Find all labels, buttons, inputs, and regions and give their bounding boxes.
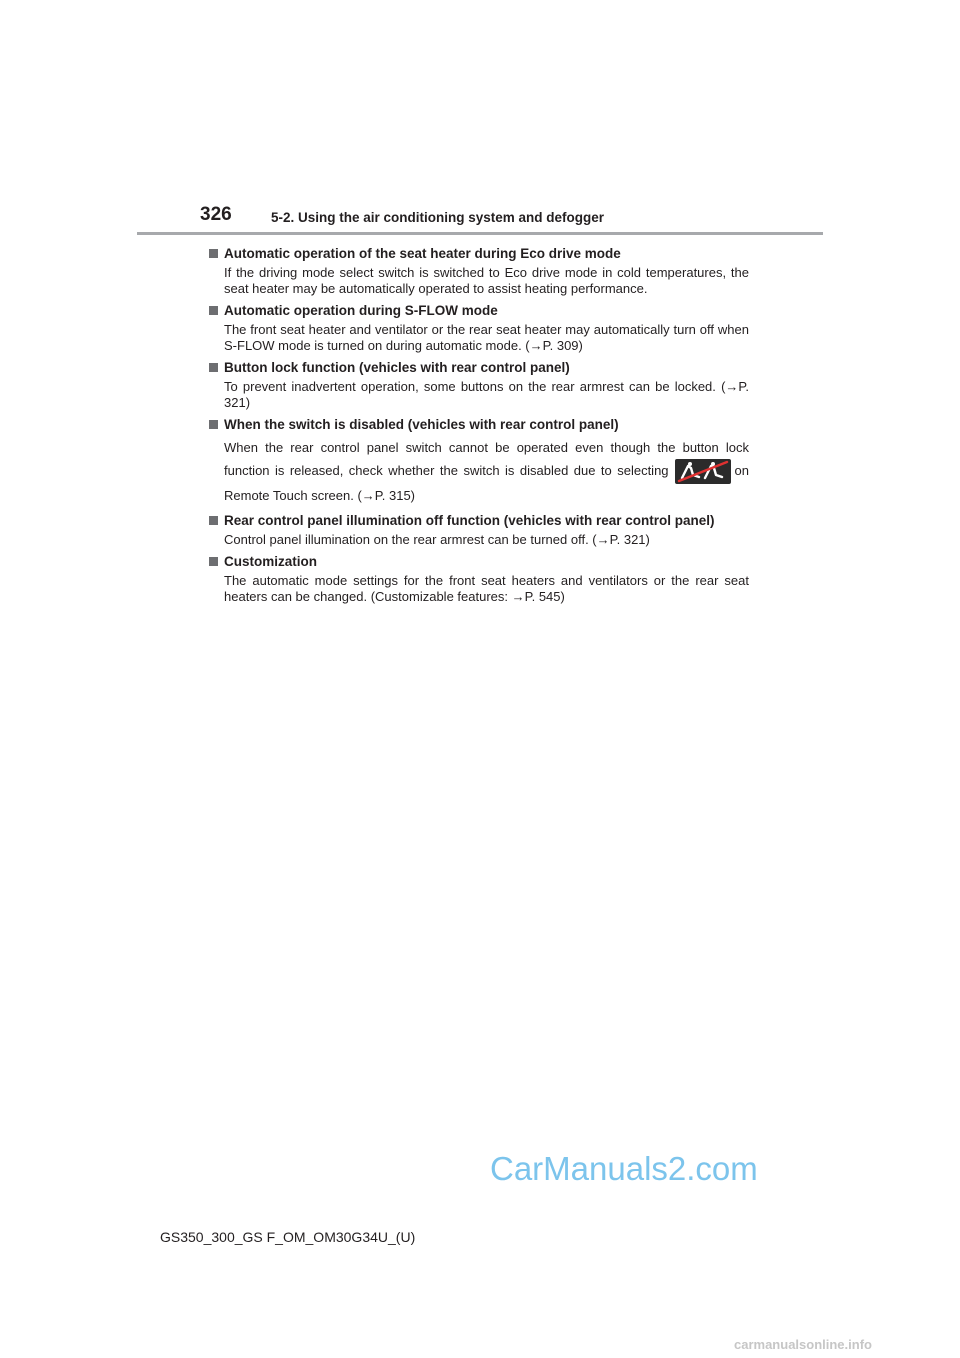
note-item: [209, 511, 749, 548]
note-body-after-icon: on Remote Touch screen. (→P. 315): [224, 463, 749, 504]
page-header: [137, 204, 823, 235]
rear-seats-disabled-icon: [675, 459, 731, 484]
square-bullet-icon: [209, 557, 218, 566]
note-heading-text: Customization: [224, 553, 317, 569]
note-heading-text: When the switch is disabled (vehicles with rear control panel): [224, 416, 619, 432]
page-number: 326: [200, 204, 232, 225]
note-body: Control panel illumination on the rear armrest can be turned off. (→P. 321): [224, 532, 650, 548]
note-heading: [209, 552, 749, 570]
note-body: The automatic mode settings for the front seat heaters and ventilators or the rear seat heaters can be changed. (Customizable features: →P. 545): [224, 573, 749, 605]
note-heading: [209, 511, 749, 529]
square-bullet-icon: [209, 420, 218, 429]
note-heading: [209, 244, 749, 262]
note-item: [209, 358, 749, 411]
note-item: [209, 552, 749, 605]
note-heading-text: Automatic operation of the seat heater during Eco drive mode: [224, 245, 621, 261]
square-bullet-icon: [209, 516, 218, 525]
notes-content: [209, 244, 749, 609]
carmanualsonline-watermark[interactable]: carmanualsonline.info: [734, 1337, 872, 1352]
note-item: [209, 415, 749, 507]
note-heading: [209, 301, 749, 319]
note-heading-text: Automatic operation during S-FLOW mode: [224, 302, 498, 318]
section-title: 5-2. Using the air conditioning system and defogger: [271, 210, 605, 225]
note-heading: [209, 358, 749, 376]
square-bullet-icon: [209, 363, 218, 372]
note-body: If the driving mode select switch is switched to Eco drive mode in cold temperatures, the seat heater may be automatically operated to assist heating performance.: [224, 265, 749, 296]
note-heading: [209, 415, 749, 433]
note-body-before-icon: When the rear control panel switch cannot be operated even though the button lock function is released, check whether the switch is disabled due to selecting: [224, 440, 749, 478]
square-bullet-icon: [209, 249, 218, 258]
square-bullet-icon: [209, 306, 218, 315]
carmanuals-watermark[interactable]: CarManuals2.com: [490, 1150, 758, 1187]
note-body: The front seat heater and ventilator or the rear seat heater may automatically turn off when S-FLOW mode is turned on during automatic mode. (→P. 309): [224, 322, 749, 353]
note-heading-text: Button lock function (vehicles with rear control panel): [224, 359, 570, 375]
document-code: GS350_300_GS F_OM_OM30G34U_(U): [160, 1229, 416, 1245]
note-heading-text: Rear control panel illumination off function (vehicles with rear control panel): [224, 512, 715, 528]
note-item: [209, 244, 749, 297]
note-item: [209, 301, 749, 354]
note-body: To prevent inadvertent operation, some buttons on the rear armrest can be locked. (→P. 321): [224, 379, 749, 410]
note-body: [224, 436, 749, 507]
